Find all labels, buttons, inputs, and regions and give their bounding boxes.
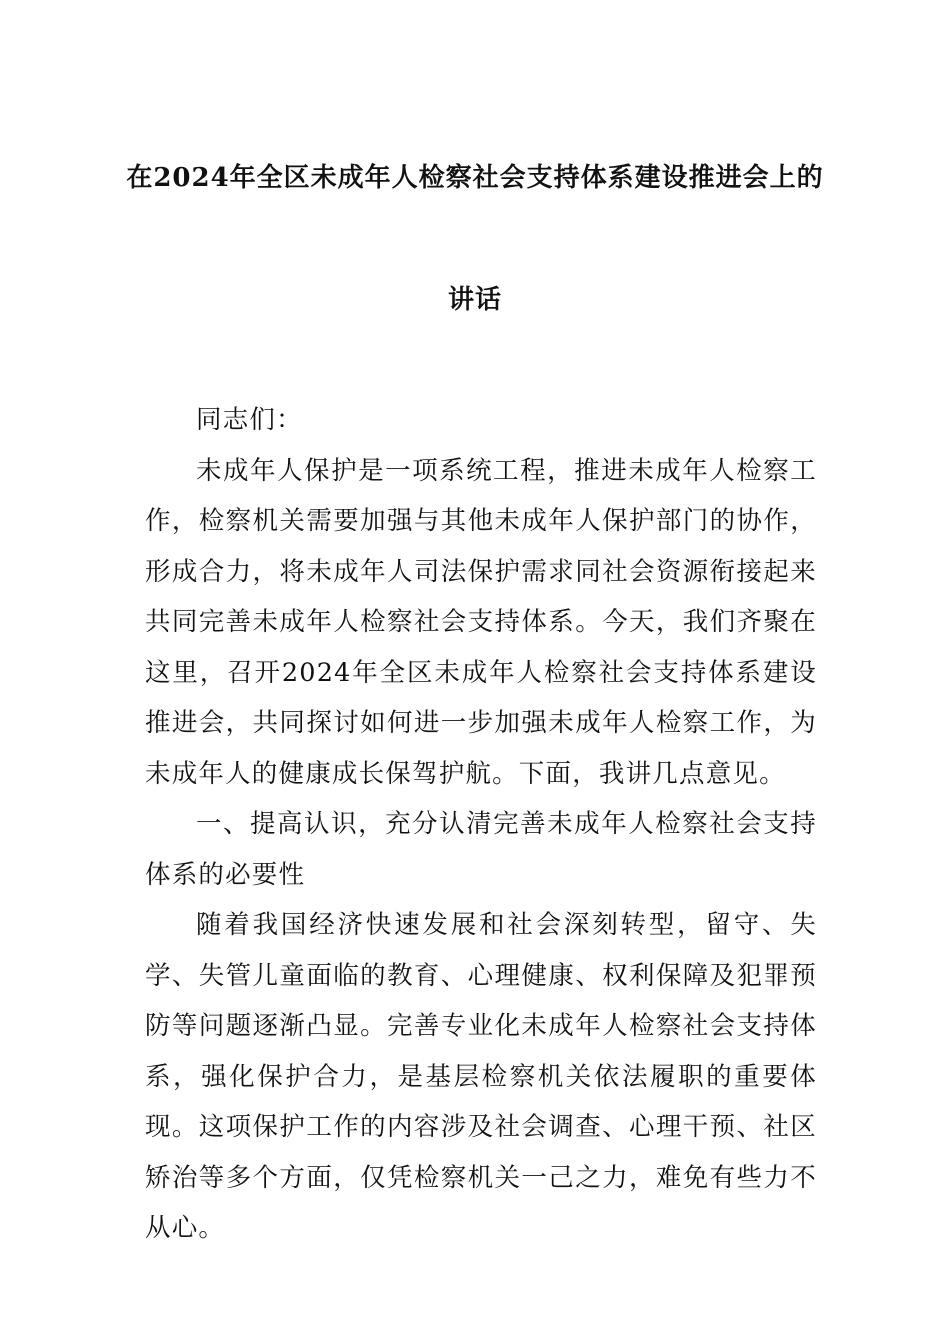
body-paragraph: 随着我国经济快速发展和社会深刻转型，留守、失学、失管儿童面临的教育、心理健康、权利保障及犯罪预防等问题逐渐凸显。完善专业化未成年人检察社会支持体系，强化保护合力，是基层检察机关依法履职的重要体现。这项保护工作的内容涉及社会调查、心理干预、社区矫治等多个方面，仅凭检察机关一己之力，难免有些力不从心。	[145, 910, 817, 1243]
document-title-line-1: 在2024年全区未成年人检察社会支持体系建设推进会上的	[126, 163, 824, 193]
document-body	[145, 395, 817, 1254]
salutation: 同志们：	[196, 405, 303, 435]
body-paragraph: 未成年人保护是一项系统工程，推进未成年人检察工作，检察机关需要加强与其他未成年人保护部门的协作，形成合力，将未成年人司法保护需求同社会资源衔接起来共同完善未成年人检察社会支持体系。今天，我们齐聚在这里，召开2024年全区未成年人检察社会支持体系建设推进会，共同探讨如何进一步加强未成年人检察工作，为未成年人的健康成长保驾护航。下面，我讲几点意见。	[145, 455, 817, 789]
section-heading: 一、提高认识，充分认清完善未成年人检察社会支持体系的必要性	[145, 809, 817, 890]
document-title-line-2: 讲话	[447, 285, 502, 315]
